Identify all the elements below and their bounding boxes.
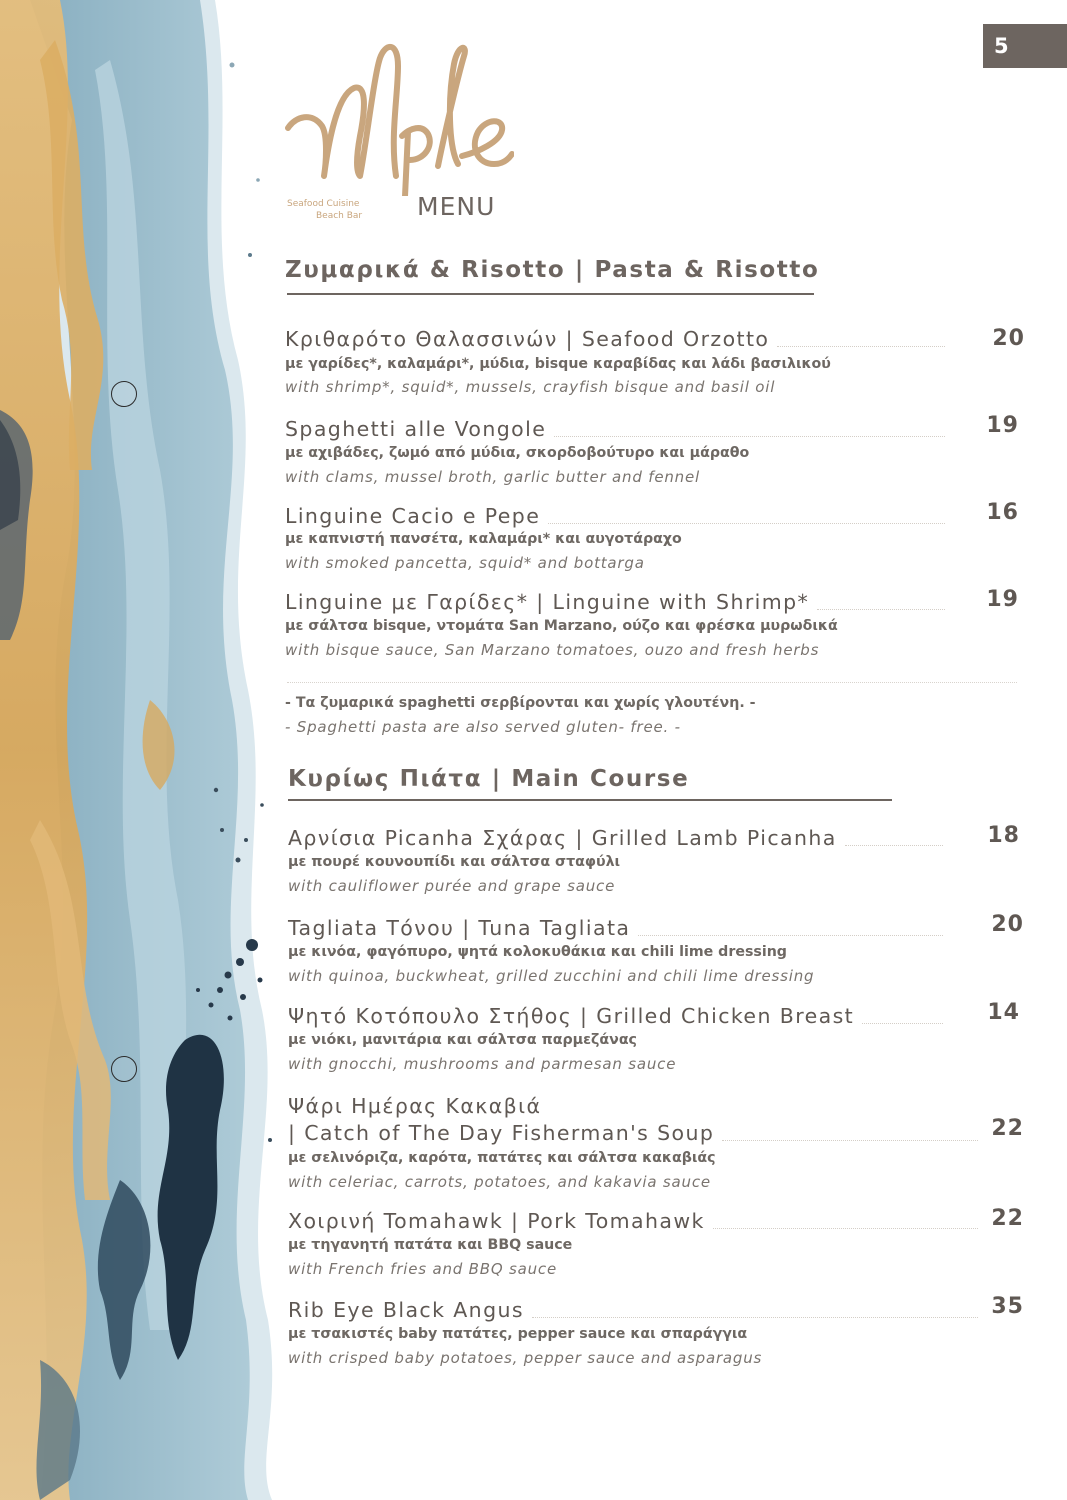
- binder-hole-icon: [111, 381, 137, 407]
- gluten-free-note-greek: - Τα ζυμαρικά spaghetti σερβίρονται και χωρίς γλουτένη. -: [285, 695, 756, 711]
- item-price: 14: [987, 1000, 1020, 1025]
- section-title-pasta: Ζυμαρικά & Risotto | Pasta & Risotto: [285, 257, 820, 283]
- item-description-english: with French fries and BBQ sauce: [288, 1260, 558, 1278]
- dotted-leader: [548, 523, 945, 524]
- dotted-leader: [638, 935, 943, 936]
- item-description-english: with crisped baby potatoes, pepper sauce and asparagus: [288, 1349, 763, 1367]
- dotted-leader: [817, 609, 945, 610]
- section-divider: [288, 799, 892, 801]
- item-description-greek: με γαρίδες*, καλαμάρι*, μύδια, bisque καραβίδας και λάδι βασιλικού: [285, 356, 831, 372]
- item-description-english: with quinoa, buckwheat, grilled zucchini and chili lime dressing: [288, 967, 815, 985]
- watercolor-border: [0, 0, 300, 1500]
- item-price: 35: [991, 1294, 1024, 1319]
- item-description-greek: με σάλτσα bisque, ντομάτα San Marzano, ούζο και φρέσκα μυρωδικά: [285, 618, 838, 634]
- dotted-leader: [713, 1228, 978, 1229]
- item-price: 19: [986, 587, 1019, 612]
- dotted-leader: [777, 346, 945, 347]
- item-price: 20: [992, 326, 1025, 351]
- item-name: Χοιρινή Tomahawk | Pork Tomahawk: [288, 1209, 705, 1233]
- item-description-english: with gnocchi, mushrooms and parmesan sauce: [288, 1055, 677, 1073]
- item-price: 22: [991, 1206, 1024, 1231]
- item-price: 18: [987, 823, 1020, 848]
- item-description-english: with shrimp*, squid*, mussels, crayfish bisque and basil oil: [285, 378, 776, 396]
- item-name: Rib Eye Black Angus: [288, 1298, 524, 1322]
- item-name: Ψητό Κοτόπουλο Στήθος | Grilled Chicken Breast: [288, 1004, 855, 1028]
- item-description-english: with celeriac, carrots, potatoes, and kakavia sauce: [288, 1173, 711, 1191]
- dotted-leader: [554, 436, 945, 437]
- item-price: 20: [991, 912, 1024, 937]
- item-description-greek: με αχιβάδες, ζωμό από μύδια, σκορδοβούτυρο και μάραθο: [285, 445, 750, 461]
- logo-tagline-line1: Seafood Cuisine: [287, 199, 360, 209]
- item-name: Αρνίσια Picanha Σχάρας | Grilled Lamb Picanha: [288, 826, 837, 850]
- item-name: Spaghetti alle Vongole: [285, 417, 547, 441]
- item-name: | Catch of The Day Fisherman's Soup: [288, 1121, 715, 1145]
- item-price: 16: [986, 500, 1019, 525]
- item-description-english: with cauliflower purée and grape sauce: [288, 877, 616, 895]
- item-description-greek: με τηγανητή πατάτα και BBQ sauce: [288, 1237, 573, 1253]
- item-name-line1: Ψάρι Ημέρας Κακαβιά: [288, 1094, 542, 1118]
- dotted-leader: [722, 1140, 978, 1141]
- item-description-english: with bisque sauce, San Marzano tomatoes, ouzo and fresh herbs: [285, 641, 820, 659]
- logo-tagline-line2: Beach Bar: [316, 211, 363, 221]
- item-description-greek: με σελινόριζα, καρότα, πατάτες και σάλτσα κακαβιάς: [288, 1150, 716, 1166]
- logo-script-graphic: [282, 36, 514, 196]
- item-description-greek: με πουρέ κουνουπίδι και σάλτσα σταφύλι: [288, 854, 621, 870]
- item-description-greek: με νιόκι, μανιτάρια και σάλτσα παρμεζάνας: [288, 1032, 637, 1048]
- dotted-leader: [845, 845, 943, 846]
- item-description-greek: με κινόα, φαγόπυρο, ψητά κολοκυθάκια και chili lime dressing: [288, 944, 787, 960]
- item-name: Κριθαρότο Θαλασσινών | Seafood Orzotto: [285, 327, 770, 351]
- dotted-leader: [532, 1317, 978, 1318]
- item-description-greek: με καπνιστή πανσέτα, καλαμάρι* και αυγοτάραχο: [285, 531, 682, 547]
- item-price: 22: [991, 1116, 1024, 1141]
- item-name: Linguine με Γαρίδες* | Linguine with Shrimp*: [285, 590, 810, 614]
- logo-menu-label: MENU: [417, 192, 496, 221]
- note-divider: [287, 682, 1017, 683]
- dotted-leader: [862, 1023, 943, 1024]
- item-description-english: with smoked pancetta, squid* and bottarga: [285, 554, 645, 572]
- binder-hole-icon: [111, 1056, 137, 1082]
- page-number: 5: [983, 24, 1067, 68]
- section-title-main-course: Κυρίως Πιάτα | Main Course: [288, 766, 690, 792]
- item-description-english: with clams, mussel broth, garlic butter and fennel: [285, 468, 700, 486]
- item-name: Linguine Cacio e Pepe: [285, 504, 541, 528]
- restaurant-logo: [282, 36, 514, 226]
- gluten-free-note-english: - Spaghetti pasta are also served gluten- free. -: [285, 718, 681, 736]
- item-name: Tagliata Τόνου | Tuna Tagliata: [288, 916, 631, 940]
- item-price: 19: [986, 413, 1019, 438]
- item-description-greek: με τσακιστές baby πατάτες, pepper sauce και σπαράγγια: [288, 1326, 748, 1342]
- section-divider: [287, 293, 814, 295]
